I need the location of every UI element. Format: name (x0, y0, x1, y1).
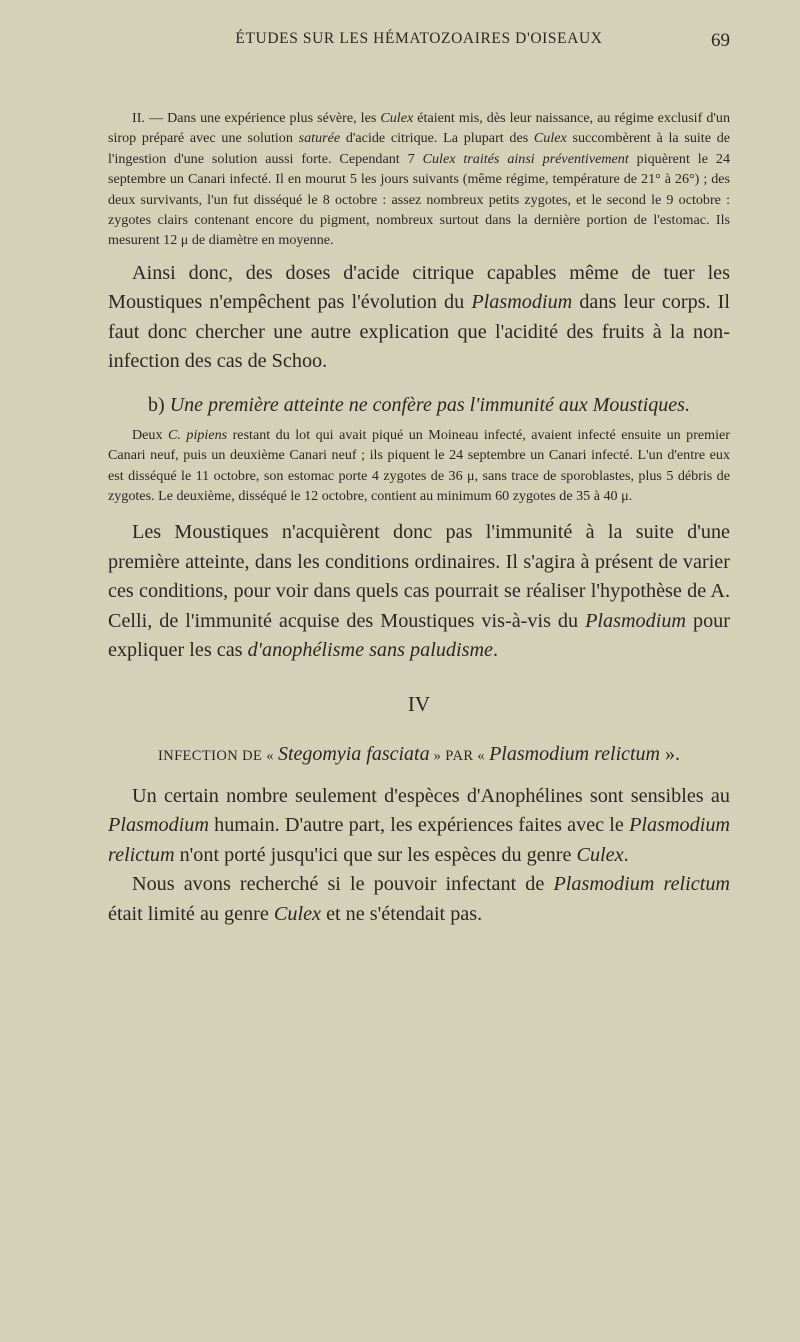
italic-term: Culex (273, 902, 322, 925)
text-run: II. — Dans une expérience plus sévère, les (132, 110, 381, 126)
paragraph-anophelines (108, 782, 730, 871)
italic-term: Culex (380, 110, 414, 126)
text-run: . (623, 843, 629, 866)
text-run: n'ont porté jusqu'ici que sur les espèces du genre (174, 843, 577, 866)
section-title-lead: INFECTION DE « (157, 747, 278, 764)
text-run: Deux (132, 426, 169, 443)
text-run: humain. D'autre part, les expériences faites avec le (208, 814, 630, 837)
text-run: étaient mis, dès leur naissance, au régime exclusif d'un sirop préparé avec une solution (108, 110, 731, 147)
text-run: dans leur corps. Il faut donc chercher une autre explication que l'acidité des fruits à la non-infection des cas de Schoo. (108, 291, 731, 373)
italic-term: Culex (576, 843, 624, 866)
italic-term: Plasmodium (585, 609, 687, 632)
paragraph-experiment-ii (108, 108, 730, 251)
italic-term: Culex traités ainsi préventivement (422, 150, 629, 167)
italic-term: Plasmodium (108, 814, 209, 837)
text-run: piquèrent le 24 septembre un Canari infecté. Il en mourut 5 les jours suivants (même régime, température de 21° à 26°) ; des deux survivants, l'un fut disséqué le 8 octobre : assez nombreux petits zygotes, et le second le 9 octobre : zygotes clairs contenant encore du pigment, nombreux surtout dans la dernière portion de l'estomac. Ils mesurent 12 μ de diamètre en moyenne. (108, 150, 730, 249)
running-title: ÉTUDES SUR LES HÉMATOZOAIRES D'OISEAUX (235, 30, 603, 47)
paragraph-conclusion-citric (108, 259, 730, 377)
italic-term: d'anophélisme sans paludisme (247, 639, 494, 662)
italic-term: Plasmodium relictum (489, 742, 661, 765)
italic-term: Culex (533, 130, 567, 147)
section-title-close: ». (660, 742, 681, 765)
paragraph-immunity (108, 518, 730, 666)
paragraph-c-pipiens (108, 425, 730, 507)
section-title (108, 740, 730, 770)
text-run: succombèrent à la suite de l'ingestion d'une solution aussi forte. Cependant 7 (108, 130, 730, 167)
text-run: Ainsi donc, des doses d'acide citrique capables même de tuer les Moustiques n'empêchent pas l'évolution du (108, 261, 730, 314)
italic-term: Plasmodium relictum (108, 814, 730, 866)
italic-term: Plasmodium relictum (553, 873, 730, 896)
text-run: était limité au genre (108, 902, 274, 925)
paragraph-research (108, 870, 730, 929)
italic-term: Plasmodium (471, 291, 573, 314)
text-run: Un certain nombre seulement d'espèces d'Anophélines sont sensibles au (132, 784, 730, 807)
page-number: 69 (711, 30, 730, 51)
text-run: d'acide citrique. La plupart des (340, 130, 534, 147)
running-head (108, 0, 730, 70)
text-run: Nous avons recherché si le pouvoir infectant de (132, 873, 554, 896)
subheading-b (128, 391, 710, 419)
text-run: . (493, 639, 499, 662)
text-run: Les Moustiques n'acquièrent donc pas l'immunité à la suite d'une première atteinte, dans les conditions ordinaires. Il s'agira à présent de varier ces conditions, pour voir dans quels cas pourrait se réaliser l'hypothèse de A. Celli, de l'immunité acquise des Moustiques vis-à-vis du (108, 521, 730, 632)
section-number: IV (407, 691, 431, 716)
text-run: pour expliquer les cas (108, 609, 730, 662)
text-run: restant du lot qui avait piqué un Moineau infecté, avaient infecté ensuite un premier Canari neuf, puis un deuxième Canari neuf ; ils piquent le 24 septembre un Canari infecté. L'un d'entre eux est disséqué le 11 octobre, son estomac porte 4 zygotes de 36 μ, sans trace de sporoblastes, plus 5 débris de zygotes. Le deuxième, disséqué le 12 octobre, contient au minimum 60 zygotes de 35 à 40 μ. (108, 426, 730, 505)
italic-term: Stegomyia fasciata (277, 742, 430, 765)
section-title-par: » PAR « (429, 747, 490, 764)
subheading-title: Une première atteinte ne confère pas l'immunité aux Moustiques. (164, 393, 690, 416)
subheading-letter: b) (148, 393, 165, 416)
text-run: et ne s'étendait pas. (321, 902, 483, 925)
italic-term: C. pipiens (168, 426, 228, 443)
italic-term: saturée (298, 130, 341, 147)
